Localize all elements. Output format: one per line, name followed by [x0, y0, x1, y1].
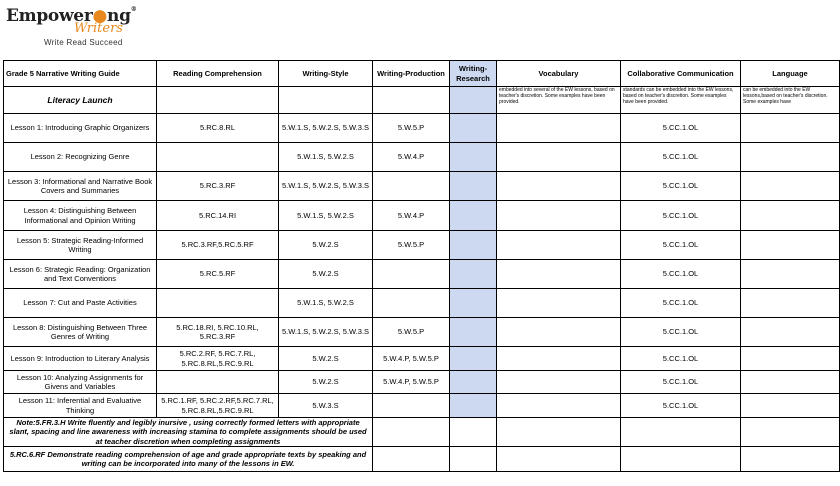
- collab-standards: 5.CC.1.OL: [621, 143, 741, 172]
- research-cell: [450, 231, 497, 260]
- research-cell: [450, 201, 497, 231]
- table-row: [4, 371, 840, 394]
- vocabulary-cell: [497, 289, 621, 318]
- table-row: [4, 231, 840, 260]
- lesson-name: Lesson 3: Informational and Narrative Book Covers and Summaries: [4, 172, 157, 201]
- research-cell: [450, 114, 497, 143]
- collab-standards: 5.CC.1.OL: [621, 394, 741, 418]
- table-row: [4, 318, 840, 347]
- table-row: [4, 289, 840, 318]
- col-collab: Collaborative Communication: [621, 61, 741, 87]
- reading-standards: [157, 289, 279, 318]
- collab-standards: 5.CC.1.OL: [621, 318, 741, 347]
- reading-standards: 5.RC.1.RF, 5.RC.2.RF,5.RC.7.RL, 5.RC.8.RL,5.RC.9.RL: [157, 394, 279, 418]
- research-cell: [450, 172, 497, 201]
- style-standards: 5.W.1.S, 5.W.2.S: [279, 289, 373, 318]
- col-reading: Reading Comprehension: [157, 61, 279, 87]
- production-standards: 5.W.5.P: [373, 318, 450, 347]
- language-note: can be embedded into the EW lessons,based on teacher's discretion. Some examples have: [741, 87, 840, 114]
- header-row: [4, 61, 840, 87]
- note-row: [4, 418, 840, 447]
- table-row: [4, 201, 840, 231]
- language-cell: [741, 260, 840, 289]
- lesson-name: Lesson 10: Analyzing Assignments for Givens and Variables: [4, 371, 157, 394]
- table-row: [4, 114, 840, 143]
- language-cell: [741, 371, 840, 394]
- reading-standards: 5.RC.3.RF: [157, 172, 279, 201]
- language-cell: [741, 143, 840, 172]
- table-row: [4, 143, 840, 172]
- style-standards: 5.W.1.S, 5.W.2.S: [279, 201, 373, 231]
- collab-standards: 5.CC.1.OL: [621, 289, 741, 318]
- collab-standards: 5.CC.1.OL: [621, 201, 741, 231]
- lesson-name: Lesson 7: Cut and Paste Activities: [4, 289, 157, 318]
- vocabulary-cell: [497, 394, 621, 418]
- note-row: [4, 447, 840, 472]
- writing-guide-table: [3, 60, 840, 472]
- reading-standards: 5.RC.5.RF: [157, 260, 279, 289]
- style-standards: 5.W.2.S: [279, 260, 373, 289]
- production-standards: 5.W.5.P: [373, 114, 450, 143]
- collab-standards: 5.CC.1.OL: [621, 172, 741, 201]
- reading-standards: 5.RC.14.RI: [157, 201, 279, 231]
- col-vocabulary: Vocabulary: [497, 61, 621, 87]
- vocab-note: embedded into several of the EW lessons, based on teacher's discretion. Some examples have been provided.: [497, 87, 621, 114]
- style-standards: 5.W.1.S, 5.W.2.S: [279, 143, 373, 172]
- collab-standards: 5.CC.1.OL: [621, 231, 741, 260]
- style-standards: 5.W.1.S, 5.W.2.S, 5.W.3.S: [279, 172, 373, 201]
- reading-standards: 5.RC.3.RF,5.RC.5.RF: [157, 231, 279, 260]
- col-research: Writing-Research: [450, 61, 497, 87]
- vocabulary-cell: [497, 201, 621, 231]
- reading-standards: 5.RC.8.RL: [157, 114, 279, 143]
- lesson-name: Lesson 11: Inferential and Evaluative Thinking: [4, 394, 157, 418]
- style-standards: 5.W.2.S: [279, 347, 373, 371]
- production-standards: [373, 172, 450, 201]
- style-standards: 5.W.3.S: [279, 394, 373, 418]
- style-standards: 5.W.1.S, 5.W.2.S, 5.W.3.S: [279, 318, 373, 347]
- language-cell: [741, 231, 840, 260]
- language-cell: [741, 318, 840, 347]
- language-cell: [741, 172, 840, 201]
- production-standards: [373, 289, 450, 318]
- reading-standards: 5.RC.2.RF, 5.RC.7.RL, 5.RC.8.RL,5.RC.9.RL: [157, 347, 279, 371]
- col-language: Language: [741, 61, 840, 87]
- col-style: Writing-Style: [279, 61, 373, 87]
- fluency-note: Note:5.FR.3.H Write fluently and legibly inursive , using correctly formed letters with appropriate slant, spacing and line awareness with increasing stamina to complete assignments should be used at teacher discretion when completing assignments: [4, 418, 373, 447]
- lesson-name: Lesson 4: Distinguishing Between Informational and Opinion Writing: [4, 201, 157, 231]
- table-row: [4, 260, 840, 289]
- col-production: Writing-Production: [373, 61, 450, 87]
- comprehension-note: 5.RC.6.RF Demonstrate reading comprehension of age and grade appropriate texts by speaking and writing can be incorporated into many of the lessons in EW.: [4, 447, 373, 472]
- lesson-name: Lesson 9: Introduction to Literary Analysis: [4, 347, 157, 371]
- collab-standards: 5.CC.1.OL: [621, 260, 741, 289]
- production-standards: 5.W.5.P: [373, 231, 450, 260]
- table-row: [4, 347, 840, 371]
- research-cell: [450, 289, 497, 318]
- style-standards: 5.W.2.S: [279, 231, 373, 260]
- vocabulary-cell: [497, 231, 621, 260]
- reading-standards: 5.RC.18.RI, 5.RC.10.RL, 5.RC.3.RF: [157, 318, 279, 347]
- collab-standards: 5.CC.1.OL: [621, 347, 741, 371]
- logo-tagline: Write Read Succeed: [44, 38, 123, 47]
- vocabulary-cell: [497, 143, 621, 172]
- table-row: [4, 172, 840, 201]
- style-standards: 5.W.1.S, 5.W.2.S, 5.W.3.S: [279, 114, 373, 143]
- vocabulary-cell: [497, 114, 621, 143]
- production-standards: [373, 394, 450, 418]
- empowering-writers-logo: [4, 6, 144, 48]
- lesson-name: Lesson 8: Distinguishing Between Three Genres of Writing: [4, 318, 157, 347]
- research-cell: [450, 318, 497, 347]
- logo-wordmark: Empower●ng®: [6, 6, 137, 26]
- guide-title: Grade 5 Narrative Writing Guide: [4, 61, 157, 87]
- logo-dot-icon: ●: [92, 6, 108, 26]
- research-cell: [450, 143, 497, 172]
- language-cell: [741, 394, 840, 418]
- reading-standards: [157, 143, 279, 172]
- production-standards: 5.W.4.P, 5.W.5.P: [373, 371, 450, 394]
- vocabulary-cell: [497, 172, 621, 201]
- vocabulary-cell: [497, 318, 621, 347]
- research-cell: [450, 260, 497, 289]
- language-cell: [741, 289, 840, 318]
- research-cell: [450, 371, 497, 394]
- vocabulary-cell: [497, 347, 621, 371]
- table-row: [4, 394, 840, 418]
- language-cell: [741, 114, 840, 143]
- research-cell: [450, 394, 497, 418]
- production-standards: 5.W.4.P: [373, 143, 450, 172]
- collab-standards: 5.CC.1.OL: [621, 114, 741, 143]
- collab-standards: 5.CC.1.OL: [621, 371, 741, 394]
- literacy-launch-row: [4, 87, 840, 114]
- language-cell: [741, 201, 840, 231]
- lesson-name: Lesson 5: Strategic Reading-Informed Writing: [4, 231, 157, 260]
- language-cell: [741, 347, 840, 371]
- collab-note: standards can be embedded into the EW lessons, based on teacher's discretion. Some examples have been provided.: [621, 87, 741, 114]
- vocabulary-cell: [497, 260, 621, 289]
- production-standards: 5.W.4.P, 5.W.5.P: [373, 347, 450, 371]
- reading-standards: [157, 371, 279, 394]
- logo-writers: Writers: [74, 21, 123, 36]
- lesson-name: Lesson 2: Recognizing Genre: [4, 143, 157, 172]
- vocabulary-cell: [497, 371, 621, 394]
- lesson-name: Lesson 1: Introducing Graphic Organizers: [4, 114, 157, 143]
- research-cell: [450, 347, 497, 371]
- production-standards: 5.W.4.P: [373, 201, 450, 231]
- literacy-launch: Literacy Launch: [4, 87, 157, 114]
- production-standards: [373, 260, 450, 289]
- style-standards: 5.W.2.S: [279, 371, 373, 394]
- lesson-name: Lesson 6: Strategic Reading: Organization and Text Conventions: [4, 260, 157, 289]
